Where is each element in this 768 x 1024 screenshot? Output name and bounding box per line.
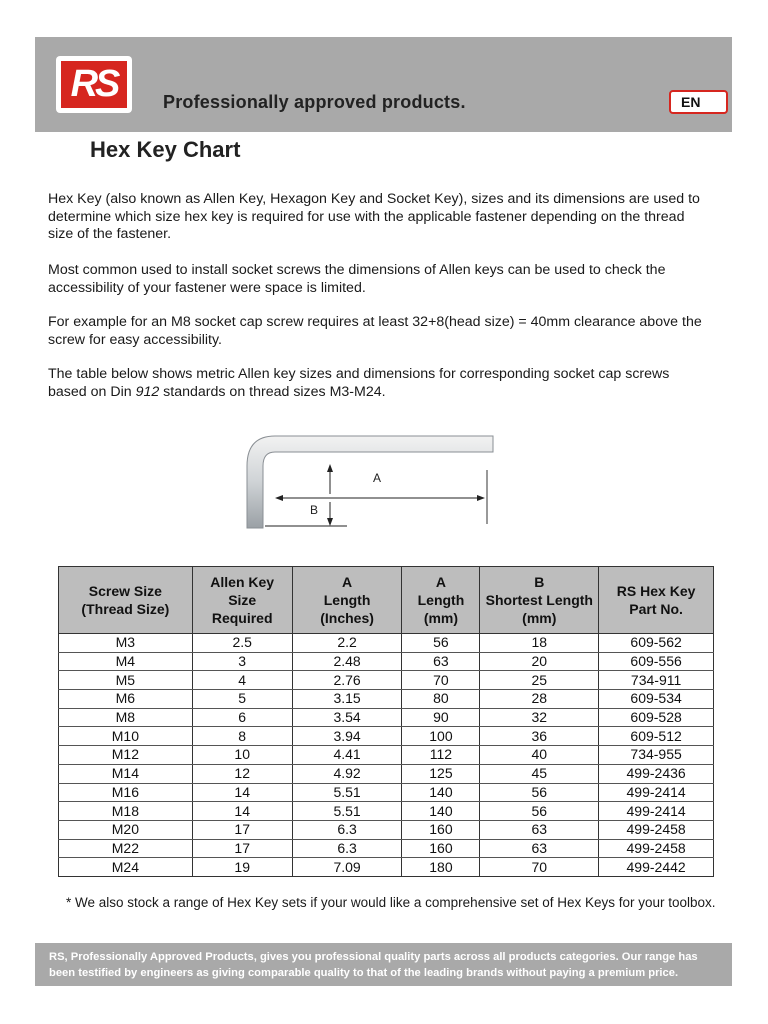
cell-allen-key-size: 19 xyxy=(192,858,292,877)
cell-b-shortest-length: 32 xyxy=(480,708,599,727)
cell-a-length-mm: 80 xyxy=(402,690,480,709)
cell-allen-key-size: 8 xyxy=(192,727,292,746)
example-paragraph: For example for an M8 socket cap screw requires at least 32+8(head size) = 40mm clearance above the screw for easy accessibility. xyxy=(48,314,702,348)
header-b-shortest-length: B Shortest Length (mm) xyxy=(480,567,599,634)
cell-a-length-inches: 3.94 xyxy=(292,727,402,746)
cell-screw-size: M16 xyxy=(59,783,193,802)
cell-screw-size: M8 xyxy=(59,708,193,727)
cell-b-shortest-length: 63 xyxy=(480,839,599,858)
cell-rs-part-no: 499-2458 xyxy=(599,820,714,839)
cell-a-length-mm: 63 xyxy=(402,652,480,671)
cell-rs-part-no: 609-562 xyxy=(599,634,714,653)
cell-rs-part-no: 734-911 xyxy=(599,671,714,690)
cell-allen-key-size: 4 xyxy=(192,671,292,690)
table-body xyxy=(59,634,714,877)
intro-paragraph: Hex Key (also known as Allen Key, Hexagon Key and Socket Key), sizes and its dimensions are used to determine which size hex key is required for use with the applicable fastener depending on the thread size of the fastener. xyxy=(48,191,700,242)
table-header-row xyxy=(59,567,714,634)
cell-a-length-inches: 5.51 xyxy=(292,802,402,821)
cell-a-length-mm: 140 xyxy=(402,802,480,821)
cell-a-length-inches: 3.15 xyxy=(292,690,402,709)
cell-rs-part-no: 499-2442 xyxy=(599,858,714,877)
cell-allen-key-size: 5 xyxy=(192,690,292,709)
hex-key-shape xyxy=(247,436,493,528)
cell-b-shortest-length: 20 xyxy=(480,652,599,671)
table-row xyxy=(59,708,714,727)
cell-a-length-inches: 5.51 xyxy=(292,783,402,802)
table-description-text-end: standards on thread sizes M3-M24. xyxy=(159,383,386,400)
tagline: Professionally approved products. xyxy=(163,92,466,112)
dimension-b-arrowhead-down xyxy=(327,518,333,526)
dimension-b-arrowhead-up xyxy=(327,464,333,472)
cell-b-shortest-length: 18 xyxy=(480,634,599,653)
rs-logo xyxy=(56,56,132,113)
header-a-length-mm: A Length (mm) xyxy=(402,567,480,634)
table-row xyxy=(59,634,714,653)
cell-a-length-mm: 125 xyxy=(402,764,480,783)
cell-b-shortest-length: 40 xyxy=(480,746,599,765)
cell-a-length-inches: 7.09 xyxy=(292,858,402,877)
footnote: * We also stock a range of Hex Key sets if your would like a comprehensive set of Hex Keys for your toolbox. xyxy=(66,895,716,910)
cell-rs-part-no: 609-512 xyxy=(599,727,714,746)
table-row xyxy=(59,746,714,765)
cell-rs-part-no: 499-2414 xyxy=(599,802,714,821)
cell-a-length-inches: 3.54 xyxy=(292,708,402,727)
cell-screw-size: M6 xyxy=(59,690,193,709)
cell-a-length-mm: 160 xyxy=(402,820,480,839)
cell-b-shortest-length: 28 xyxy=(480,690,599,709)
cell-a-length-inches: 2.2 xyxy=(292,634,402,653)
table-row xyxy=(59,652,714,671)
cell-a-length-mm: 90 xyxy=(402,708,480,727)
cell-rs-part-no: 734-955 xyxy=(599,746,714,765)
language-button[interactable]: EN xyxy=(669,90,728,114)
cell-allen-key-size: 6 xyxy=(192,708,292,727)
cell-a-length-mm: 100 xyxy=(402,727,480,746)
cell-b-shortest-length: 70 xyxy=(480,858,599,877)
cell-b-shortest-length: 63 xyxy=(480,820,599,839)
cell-allen-key-size: 17 xyxy=(192,820,292,839)
cell-screw-size: M5 xyxy=(59,671,193,690)
usage-paragraph: Most common used to install socket screws the dimensions of Allen keys can be used to check the accessibility of your fastener were space is limited. xyxy=(48,262,666,296)
table-row xyxy=(59,820,714,839)
din-number: 912 xyxy=(135,383,160,400)
cell-allen-key-size: 14 xyxy=(192,783,292,802)
table-row xyxy=(59,671,714,690)
cell-b-shortest-length: 25 xyxy=(480,671,599,690)
cell-screw-size: M4 xyxy=(59,652,193,671)
header-a-length-inches: A Length (Inches) xyxy=(292,567,402,634)
hex-key-table xyxy=(58,566,714,877)
cell-allen-key-size: 12 xyxy=(192,764,292,783)
cell-rs-part-no: 609-556 xyxy=(599,652,714,671)
cell-b-shortest-length: 56 xyxy=(480,802,599,821)
cell-allen-key-size: 17 xyxy=(192,839,292,858)
cell-a-length-mm: 180 xyxy=(402,858,480,877)
cell-b-shortest-length: 36 xyxy=(480,727,599,746)
table-row xyxy=(59,764,714,783)
cell-rs-part-no: 499-2436 xyxy=(599,764,714,783)
cell-a-length-mm: 56 xyxy=(402,634,480,653)
table-description-text: The table below shows metric Allen key sizes and dimensions for corresponding socket cap screws based on Din xyxy=(48,366,670,400)
cell-screw-size: M18 xyxy=(59,802,193,821)
label-a: A xyxy=(373,471,382,485)
table-description-paragraph xyxy=(48,366,708,401)
cell-a-length-mm: 70 xyxy=(402,671,480,690)
cell-screw-size: M12 xyxy=(59,746,193,765)
header-allen-key-size: Allen Key Size Required xyxy=(192,567,292,634)
cell-screw-size: M22 xyxy=(59,839,193,858)
cell-b-shortest-length: 45 xyxy=(480,764,599,783)
cell-rs-part-no: 609-534 xyxy=(599,690,714,709)
table-row xyxy=(59,858,714,877)
rs-logo-text: RS xyxy=(61,61,127,108)
cell-a-length-inches: 2.76 xyxy=(292,671,402,690)
page-title: Hex Key Chart xyxy=(90,137,241,162)
table-row xyxy=(59,690,714,709)
cell-b-shortest-length: 56 xyxy=(480,783,599,802)
cell-screw-size: M20 xyxy=(59,820,193,839)
cell-a-length-mm: 112 xyxy=(402,746,480,765)
cell-screw-size: M24 xyxy=(59,858,193,877)
table-row xyxy=(59,839,714,858)
header-rs-part-no: RS Hex Key Part No. xyxy=(599,567,714,634)
cell-a-length-mm: 160 xyxy=(402,839,480,858)
cell-allen-key-size: 14 xyxy=(192,802,292,821)
cell-screw-size: M14 xyxy=(59,764,193,783)
cell-rs-part-no: 609-528 xyxy=(599,708,714,727)
cell-rs-part-no: 499-2414 xyxy=(599,783,714,802)
header-screw-size: Screw Size (Thread Size) xyxy=(59,567,193,634)
cell-screw-size: M10 xyxy=(59,727,193,746)
footer-banner: RS, Professionally Approved Products, gives you professional quality parts across all products categories. Our range has been testified by engineers as giving comparable quality to that of the leading brands without paying a premium price. xyxy=(35,943,732,986)
table-row xyxy=(59,802,714,821)
table-row xyxy=(59,727,714,746)
cell-a-length-inches: 4.92 xyxy=(292,764,402,783)
table-row xyxy=(59,783,714,802)
cell-a-length-inches: 6.3 xyxy=(292,839,402,858)
cell-allen-key-size: 2.5 xyxy=(192,634,292,653)
label-b: B xyxy=(310,503,319,517)
cell-a-length-inches: 6.3 xyxy=(292,820,402,839)
cell-a-length-inches: 4.41 xyxy=(292,746,402,765)
cell-a-length-mm: 140 xyxy=(402,783,480,802)
cell-screw-size: M3 xyxy=(59,634,193,653)
cell-a-length-inches: 2.48 xyxy=(292,652,402,671)
dimension-a-arrow-right xyxy=(477,495,485,501)
dimension-a-arrow-left xyxy=(275,495,283,501)
hex-key-diagram xyxy=(235,430,505,535)
cell-allen-key-size: 10 xyxy=(192,746,292,765)
header-banner xyxy=(35,37,732,132)
cell-allen-key-size: 3 xyxy=(192,652,292,671)
cell-rs-part-no: 499-2458 xyxy=(599,839,714,858)
